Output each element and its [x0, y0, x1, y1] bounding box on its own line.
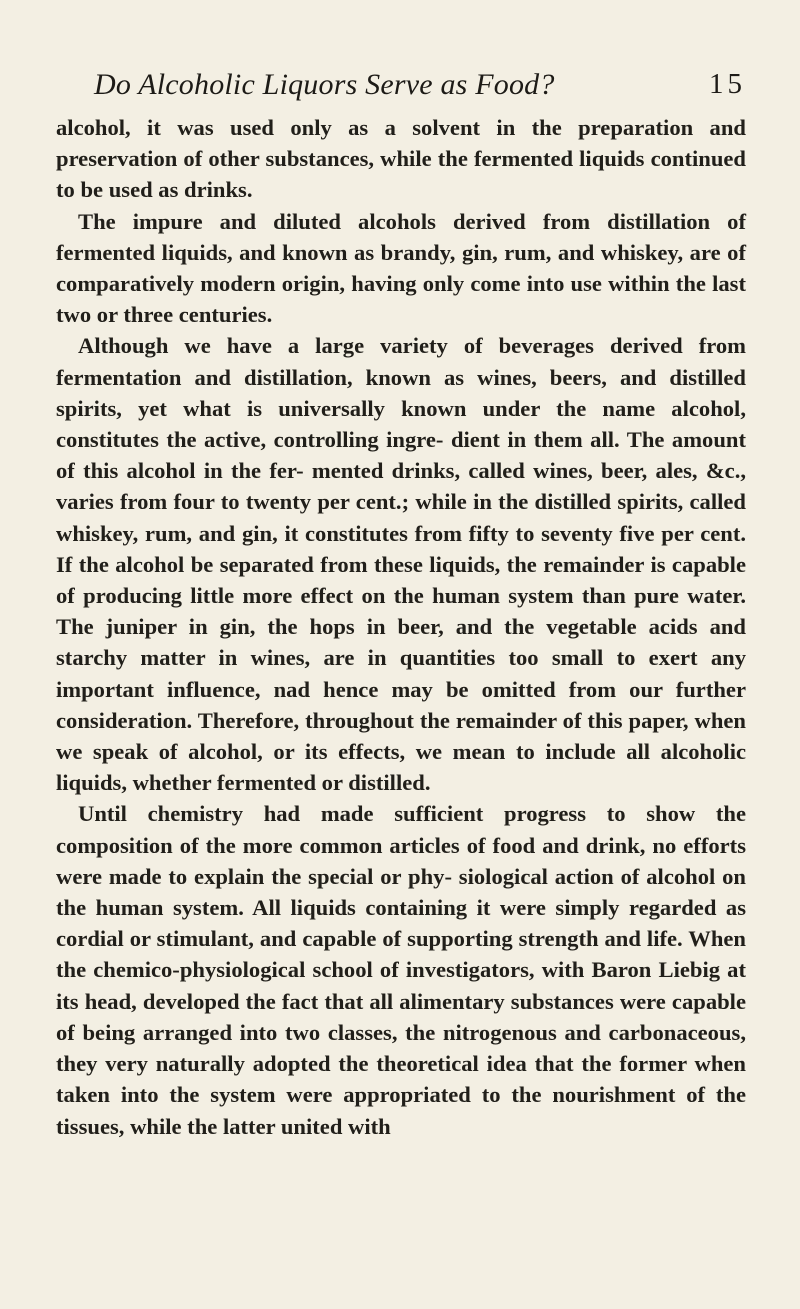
paragraph-4: Until chemistry had made sufficient progress to show the composition of the more common articles of food and drink, no efforts were made to explain the special or phy- siological action of alcohol on the human system. All liquids containing it were simply regarded as cordial or stimulant, and capable of supporting strength and life. When the chemico-physiological school of investigators, with Baron Liebig at its head, developed the fact that all alimentary substances were capable of being arranged into two classes, the nitrogenous and carbonaceous, they very naturally adopted the theoretical idea that the former when taken into the system were appropriated to the nourishment of the tissues, while the latter united with	[56, 801, 746, 1139]
paragraph-2: The impure and diluted alcohols derived from distillation of fermented liquids, and known as brandy, gin, rum, and whiskey, are of comparatively modern origin, having only come into use within the last two or three centuries.	[56, 208, 746, 328]
paragraph-3: Although we have a large variety of beverages derived from fermentation and distillation, known as wines, beers, and distilled spirits, yet what is universally known under the name alcohol, constitutes the active, controlling ingre- dient in them all. The amount of this alcohol in the fer- mented drinks, called wines, beer, ales, &c., varies from four to twenty per cent.; while in the distilled spirits, called whiskey, rum, and gin, it constitutes from fifty to seventy five per cent. If the alcohol be separated from these liquids, the remainder is capable of producing little more effect on the human system than pure water. The juniper in gin, the hops in beer, and the vegetable acids and starchy matter in wines, are in quantities too small to exert any important influence, nad hence may be omitted from our further consideration. Therefore, throughout the remainder of this paper, when we speak of alcohol, or its effects, we mean to include all alcoholic liquids, whether fermented or distilled.	[56, 333, 746, 796]
body-text	[56, 112, 746, 1142]
page-header	[56, 68, 746, 112]
page-number: 15	[709, 68, 746, 100]
paragraph-1: alcohol, it was used only as a solvent in the preparation and preservation of other substances, while the fermented liquids continued to be used as drinks.	[56, 115, 746, 203]
running-title: Do Alcoholic Liquors Serve as Food?	[94, 68, 555, 101]
